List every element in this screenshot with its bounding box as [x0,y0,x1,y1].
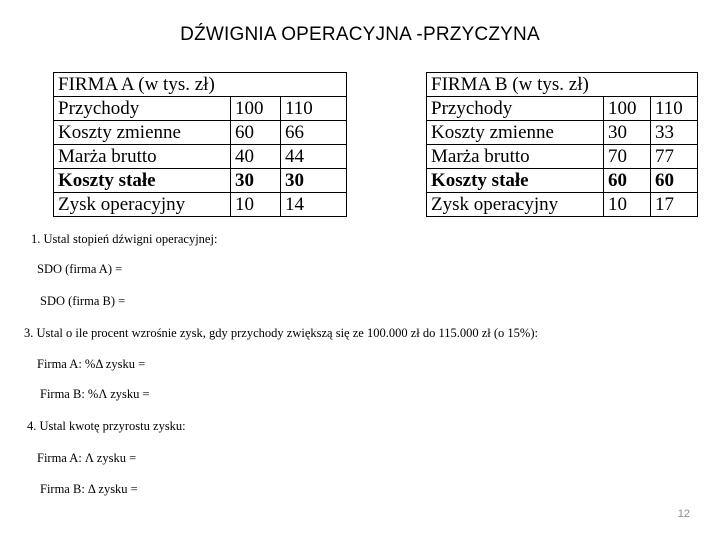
table-header: FIRMA B (w tys. zł) [427,73,698,97]
value-cell: 100 [231,97,281,121]
table-row [427,121,698,145]
row-label: Zysk operacyjny [54,193,231,217]
value-cell: 17 [651,193,698,217]
table-row [427,145,698,169]
value-cell: 33 [651,121,698,145]
table-row [427,97,698,121]
table-row [427,193,698,217]
row-label: Koszty stałe [54,169,231,193]
firma-b-table [426,72,698,217]
value-cell: 66 [281,121,347,145]
value-cell: 10 [231,193,281,217]
firma-a-table [53,72,347,217]
table-row [427,169,698,193]
value-cell: 14 [281,193,347,217]
value-cell: 30 [604,121,651,145]
row-label: Marża brutto [54,145,231,169]
table-row [54,193,347,217]
task-1-firma-b: SDO (firma B) = [40,294,126,308]
value-cell: 110 [281,97,347,121]
table-row [54,121,347,145]
task-1-heading: 1. Ustal stopień dźwigni operacyjnej: [31,232,218,246]
row-label: Koszty zmienne [427,121,604,145]
table-header-row [54,73,347,97]
table-header: FIRMA A (w tys. zł) [54,73,347,97]
value-cell: 100 [604,97,651,121]
task-3-heading: 3. Ustal o ile procent wzrośnie zysk, gdy przychody zwiększą się ze 100.000 zł do 115.000 zł (o 15%): [24,326,538,340]
value-cell: 44 [281,145,347,169]
value-cell: 10 [604,193,651,217]
task-3-firma-b: Firma B: %Λ zysku = [40,387,150,401]
row-label: Koszty stałe [427,169,604,193]
task-1-firma-a: SDO (firma A) = [37,262,123,276]
value-cell: 110 [651,97,698,121]
task-4-firma-a: Firma A: Λ zysku = [37,451,137,465]
table-row [54,169,347,193]
value-cell: 60 [604,169,651,193]
value-cell: 30 [281,169,347,193]
table-header-row [427,73,698,97]
table-row [54,97,347,121]
value-cell: 40 [231,145,281,169]
row-label: Marża brutto [427,145,604,169]
row-label: Przychody [54,97,231,121]
page-number: 12 [677,508,690,520]
row-label: Przychody [427,97,604,121]
slide-title: DŹWIGNIA OPERACYJNA -PRZYCZYNA [180,24,540,45]
value-cell: 70 [604,145,651,169]
value-cell: 30 [231,169,281,193]
task-4-firma-b: Firma B: Δ zysku = [40,482,138,496]
table-row [54,145,347,169]
value-cell: 77 [651,145,698,169]
task-4-heading: 4. Ustal kwotę przyrostu zysku: [27,419,186,433]
value-cell: 60 [651,169,698,193]
task-3-firma-a: Firma A: %Δ zysku = [37,357,146,371]
row-label: Zysk operacyjny [427,193,604,217]
row-label: Koszty zmienne [54,121,231,145]
value-cell: 60 [231,121,281,145]
